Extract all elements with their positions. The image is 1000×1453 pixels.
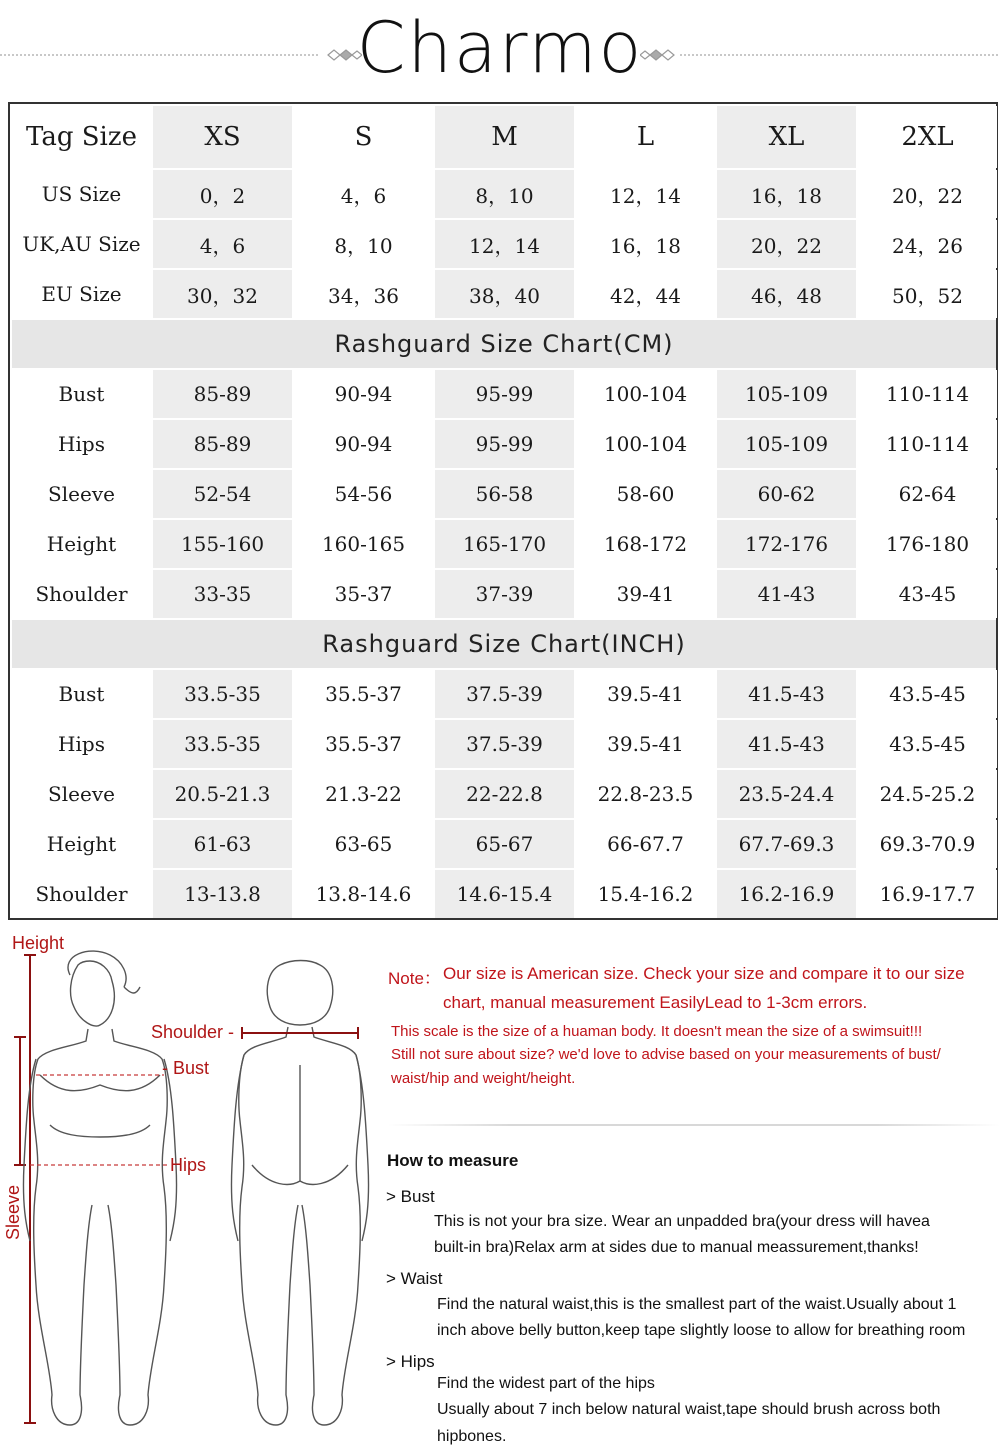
note-line-1: Our size is American size. Check your size and compare it to our size (443, 964, 965, 983)
size-value-cell: 41.5-43 (717, 720, 856, 768)
sleeve-indicator (14, 1037, 26, 1165)
size-value-cell: 34，36 (294, 270, 433, 318)
height-label: Height (12, 933, 65, 953)
size-value-cell: 0，2 (153, 170, 292, 218)
row-label-cell: US Size (12, 170, 151, 218)
table-header-row (12, 106, 996, 168)
inch-measurement-row (12, 720, 996, 768)
size-value-cell: 16，18 (576, 220, 715, 268)
row-label-cell: Hips (12, 420, 151, 468)
size-value-cell: 35-37 (294, 570, 433, 618)
size-value-cell: 35.5-37 (294, 720, 433, 768)
size-value-cell: 60-62 (717, 470, 856, 518)
body-measurement-illustration (0, 925, 390, 1453)
size-value-cell: 110-114 (858, 370, 997, 418)
size-value-cell: 37-39 (435, 570, 574, 618)
size-value-cell: 46，48 (717, 270, 856, 318)
size-value-cell: 90-94 (294, 370, 433, 418)
size-value-cell: 37.5-39 (435, 670, 574, 718)
size-value-cell: 38，40 (435, 270, 574, 318)
size-value-cell: 14.6-15.4 (435, 870, 574, 918)
size-value-cell: XS (153, 106, 292, 168)
size-value-cell: 12，14 (435, 220, 574, 268)
size-value-cell: 39.5-41 (576, 720, 715, 768)
diamond-ornament-icon (640, 48, 676, 62)
size-value-cell: 110-114 (858, 420, 997, 468)
cm-measurement-row (12, 520, 996, 568)
size-value-cell: 8，10 (435, 170, 574, 218)
row-label-cell: Hips (12, 720, 151, 768)
note-line-2: chart, manual measurement EasilyLead to 1-3cm errors. (443, 993, 868, 1012)
inch-chart-title: Rashguard Size Chart(INCH) (12, 620, 996, 668)
size-value-cell: 100-104 (576, 370, 715, 418)
size-value-cell: 39.5-41 (576, 670, 715, 718)
waist-text-2: inch above belly button,keep tape slightly loose to allow for breathing room (437, 1322, 966, 1339)
size-value-cell: 24，26 (858, 220, 997, 268)
size-value-cell: 2XL (858, 106, 997, 168)
hips-label: Hips (170, 1155, 207, 1175)
size-value-cell: 176-180 (858, 520, 997, 568)
size-value-cell: 35.5-37 (294, 670, 433, 718)
brand-logo: Charmo (356, 7, 644, 89)
brand-header (0, 0, 1000, 100)
size-value-cell: 100-104 (576, 420, 715, 468)
size-value-cell: 20，22 (717, 220, 856, 268)
bust-heading: > Bust (386, 1187, 435, 1206)
size-value-cell: 20，22 (858, 170, 997, 218)
size-value-cell: 168-172 (576, 520, 715, 568)
waist-heading: > Waist (386, 1269, 443, 1288)
size-value-cell: 42，44 (576, 270, 715, 318)
row-label-cell: Tag Size (12, 106, 151, 168)
size-value-cell: L (576, 106, 715, 168)
waist-text-1: Find the natural waist,this is the smallest part of the waist.Usually about 1 (437, 1296, 957, 1313)
size-value-cell: 66-67.7 (576, 820, 715, 868)
cm-measurement-row (12, 470, 996, 518)
size-value-cell: 33.5-35 (153, 670, 292, 718)
size-value-cell: 65-67 (435, 820, 574, 868)
row-label-cell: Sleeve (12, 470, 151, 518)
sleeve-label: Sleeve (3, 1184, 24, 1241)
how-to-measure-title: How to measure (387, 1151, 519, 1170)
size-value-cell: 12，14 (576, 170, 715, 218)
hips-heading: > Hips (386, 1352, 435, 1371)
size-value-cell: 22.8-23.5 (576, 770, 715, 818)
row-label-cell: Height (12, 820, 151, 868)
inch-measurement-row (12, 820, 996, 868)
note-line-3: This scale is the size of a huaman body. It doesn't mean the size of a swimsuit!!! (391, 1023, 923, 1040)
bust-text-1: This is not your bra size. Wear an unpadded bra(your dress will havea (434, 1213, 930, 1230)
back-body-outline (231, 961, 368, 1426)
size-value-cell: 41-43 (717, 570, 856, 618)
cm-measurement-row (12, 420, 996, 468)
size-value-cell: 41.5-43 (717, 670, 856, 718)
size-value-cell: 43.5-45 (858, 670, 997, 718)
size-value-cell: 69.3-70.9 (858, 820, 997, 868)
bust-text-2: built-in bra)Relax arm at sides due to manual meassurement,thanks! (434, 1239, 919, 1256)
size-value-cell: 16.2-16.9 (717, 870, 856, 918)
size-value-cell: 85-89 (153, 370, 292, 418)
inch-measurement-row (12, 870, 996, 918)
size-value-cell: XL (717, 106, 856, 168)
size-value-cell: 61-63 (153, 820, 292, 868)
size-value-cell: 105-109 (717, 420, 856, 468)
size-value-cell: 62-64 (858, 470, 997, 518)
size-value-cell: 67.7-69.3 (717, 820, 856, 868)
size-value-cell: M (435, 106, 574, 168)
size-value-cell: 13-13.8 (153, 870, 292, 918)
size-value-cell: 56-58 (435, 470, 574, 518)
size-value-cell: 4，6 (294, 170, 433, 218)
size-value-cell: 172-176 (717, 520, 856, 568)
size-value-cell: 58-60 (576, 470, 715, 518)
size-value-cell: 105-109 (717, 370, 856, 418)
size-value-cell: 16，18 (717, 170, 856, 218)
cm-chart-title: Rashguard Size Chart(CM) (12, 320, 996, 368)
hips-text-3: hipbones. (437, 1428, 507, 1445)
row-label-cell: EU Size (12, 270, 151, 318)
row-label-cell: Bust (12, 670, 151, 718)
size-value-cell: 8，10 (294, 220, 433, 268)
size-value-cell: 33.5-35 (153, 720, 292, 768)
size-value-cell: 15.4-16.2 (576, 870, 715, 918)
size-value-cell: 22-22.8 (435, 770, 574, 818)
height-indicator (24, 955, 36, 1423)
hips-text-1: Find the widest part of the hips (437, 1375, 655, 1392)
size-value-cell: 16.9-17.7 (858, 870, 997, 918)
size-value-cell: 160-165 (294, 520, 433, 568)
size-value-cell: 37.5-39 (435, 720, 574, 768)
decorative-line (680, 52, 1000, 58)
row-label-cell: Shoulder (12, 570, 151, 618)
row-label-cell: Sleeve (12, 770, 151, 818)
size-value-cell: 20.5-21.3 (153, 770, 292, 818)
size-value-cell: 50，52 (858, 270, 997, 318)
size-value-cell: 39-41 (576, 570, 715, 618)
hips-text-2: Usually about 7 inch below natural waist,tape should brush across both (437, 1401, 941, 1418)
size-conversion-row (12, 220, 996, 268)
row-label-cell: Height (12, 520, 151, 568)
section-divider (388, 1124, 1000, 1126)
size-value-cell: 63-65 (294, 820, 433, 868)
size-value-cell: 52-54 (153, 470, 292, 518)
size-value-cell: 155-160 (153, 520, 292, 568)
size-value-cell: 165-170 (435, 520, 574, 568)
size-value-cell: 85-89 (153, 420, 292, 468)
inch-measurement-row (12, 670, 996, 718)
size-value-cell: 90-94 (294, 420, 433, 468)
row-label-cell: Bust (12, 370, 151, 418)
size-value-cell: 13.8-14.6 (294, 870, 433, 918)
cm-measurement-row (12, 570, 996, 618)
size-value-cell: 95-99 (435, 420, 574, 468)
note-prefix: Note： (388, 969, 441, 988)
size-value-cell: 23.5-24.4 (717, 770, 856, 818)
size-chart-table (8, 102, 998, 920)
size-value-cell: 21.3-22 (294, 770, 433, 818)
note-line-5: waist/hip and weight/height. (391, 1070, 576, 1087)
size-value-cell: 95-99 (435, 370, 574, 418)
bust-label: - Bust (162, 1058, 210, 1078)
size-value-cell: 54-56 (294, 470, 433, 518)
size-value-cell: S (294, 106, 433, 168)
size-value-cell: 33-35 (153, 570, 292, 618)
row-label-cell: Shoulder (12, 870, 151, 918)
size-value-cell: 43.5-45 (858, 720, 997, 768)
size-value-cell: 24.5-25.2 (858, 770, 997, 818)
size-conversion-row (12, 170, 996, 218)
inch-measurement-row (12, 770, 996, 818)
size-value-cell: 4，6 (153, 220, 292, 268)
note-line-4: Still not sure about size? we'd love to advise based on your measurements of bust/ (391, 1046, 941, 1063)
size-value-cell: 43-45 (858, 570, 997, 618)
cm-measurement-row (12, 370, 996, 418)
size-conversion-row (12, 270, 996, 318)
row-label-cell: UK,AU Size (12, 220, 151, 268)
size-value-cell: 30，32 (153, 270, 292, 318)
shoulder-label: Shoulder - (151, 1022, 235, 1042)
